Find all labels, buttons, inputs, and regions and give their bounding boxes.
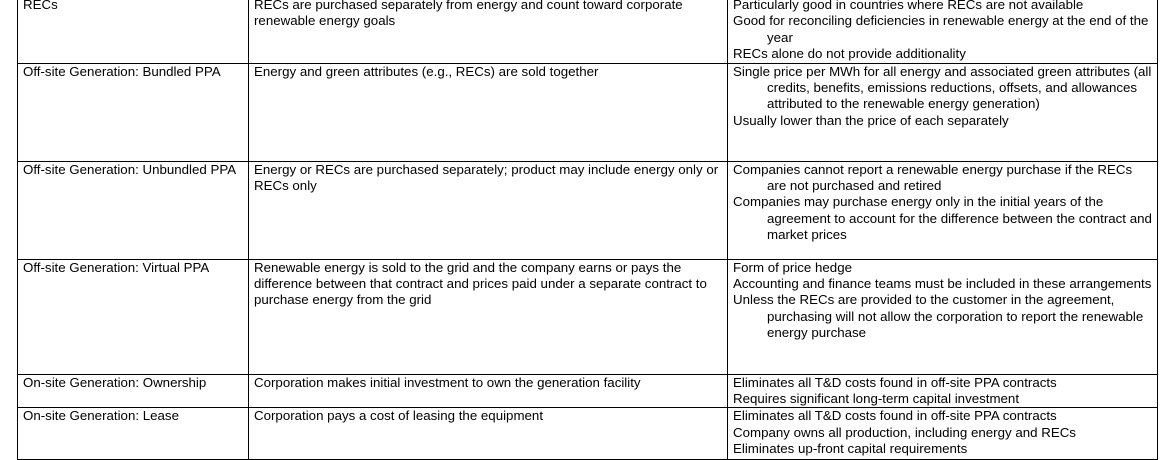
consideration-item: Particularly good in countries where RECs are not available [733,0,1084,12]
description-cell: Corporation pays a cost of leasing the equipment [249,408,728,460]
consideration-item: Companies may purchase energy only in the initial years of the agreement to account for the difference between the contract and market prices [733,194,1152,243]
description-cell: Energy or RECs are purchased separately; product may include energy only or RECs only [249,161,728,259]
consideration-item: Company owns all production, including energy and RECs [733,424,1076,440]
consideration-item: Requires significant long-term capital investment [733,391,1020,407]
considerations-cell [728,374,1158,408]
table-row [18,0,1158,63]
description-cell: RECs are purchased separately from energy and count toward corporate renewable energy goals [249,0,728,63]
option-cell: Off-site Generation: Unbundled PPA [18,161,249,259]
option-cell: Off-site Generation: Bundled PPA [18,63,249,161]
consideration-item: RECs alone do not provide additionality [733,46,966,62]
option-cell: On-site Generation: Ownership [18,374,249,408]
option-cell: Off-site Generation: Virtual PPA [18,259,249,374]
table-row [18,259,1158,374]
consideration-item: Single price per MWh for all energy and associated green attributes (all credits, benefits, emissions reductions, offsets, and allowances attributed to the renewable energy generation) [733,63,1152,112]
considerations-cell [728,161,1158,259]
consideration-item: Usually lower than the price of each separately [733,112,1009,128]
table-row [18,161,1158,259]
table-row [18,408,1158,460]
consideration-item: Eliminates up-front capital requirements [733,441,968,457]
procurement-options-table [17,0,1158,460]
consideration-item: Eliminates all T&D costs found in off-site PPA contracts [733,374,1057,390]
consideration-item: Accounting and finance teams must be included in these arrangements [733,276,1152,292]
description-cell: Renewable energy is sold to the grid and the company earns or pays the difference between that contract and prices paid under a separate contract to purchase energy from the grid [249,259,728,374]
description-cell: Energy and green attributes (e.g., RECs) are sold together [249,63,728,161]
considerations-cell [728,0,1158,63]
table-row [18,63,1158,161]
consideration-item: Form of price hedge [733,259,852,275]
option-cell: On-site Generation: Lease [18,408,249,460]
consideration-item: Unless the RECs are provided to the customer in the agreement, purchasing will not allow the corporation to report the renewable energy purchase [733,292,1144,341]
considerations-cell [728,63,1158,161]
option-cell: RECs [18,0,249,63]
description-cell: Corporation makes initial investment to own the generation facility [249,374,728,408]
considerations-cell [728,259,1158,374]
table-row [18,374,1158,408]
consideration-item: Eliminates all T&D costs found in off-site PPA contracts [733,408,1057,424]
considerations-cell [728,408,1158,460]
consideration-item: Good for reconciling deficiencies in renewable energy at the end of the year [733,13,1149,45]
consideration-item: Companies cannot report a renewable energy purchase if the RECs are not purchased and retired [733,161,1133,194]
